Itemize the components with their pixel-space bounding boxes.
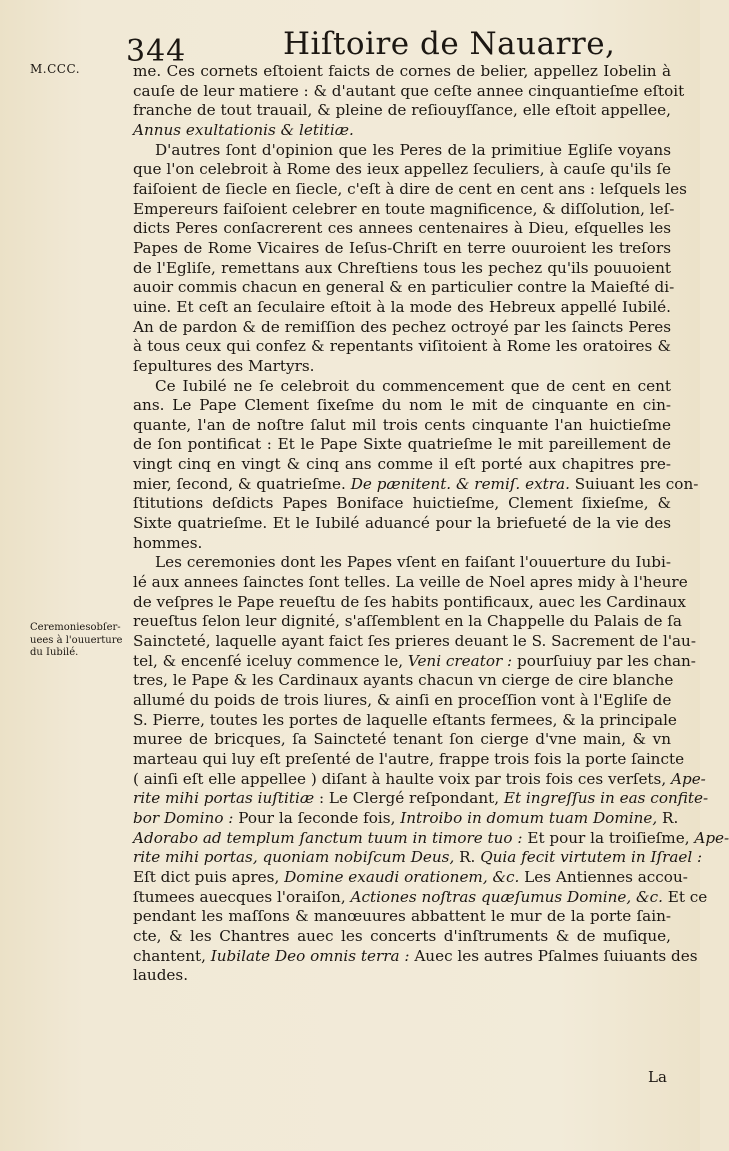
text-run: ſepultures des Martyrs.: [133, 356, 315, 375]
text-run: Auec les autres Pſalmes ſuiuants des: [409, 946, 698, 965]
side-note-line: Ceremoniesobſer-: [30, 622, 121, 633]
latin-citation: Actiones noſtras quæſumus Domine, &c.: [350, 887, 663, 906]
text-line: [133, 907, 671, 927]
text-line: [133, 887, 708, 908]
text-run: pourſuiuy par les chan-: [512, 651, 696, 670]
latin-citation: De pænitent. & remiſ. extra.: [350, 474, 570, 493]
catchword: La: [648, 1068, 667, 1086]
text-run: Suiuant les con-: [569, 474, 699, 493]
text-run: reueſtus ſelon leur dignité, s'aſſemblent en la Chappelle du Palais de ſa: [133, 612, 682, 631]
latin-citation: Ape-: [671, 769, 706, 788]
latin-citation: rite mihi portas iuſtitiæ: [133, 789, 315, 808]
text-run: Et pour la troiſieſme,: [522, 828, 695, 847]
text-line: [133, 62, 671, 82]
text-line: [133, 848, 703, 868]
text-run: de l'Egliſe, remettans aux Chreſtiens tous les pechez qu'ils pouuoient: [133, 258, 671, 277]
text-line: [133, 671, 674, 691]
text-line: [133, 199, 675, 220]
text-line: [133, 337, 671, 357]
text-line: [133, 259, 671, 279]
latin-citation: Adorabo ad templum ſanctum tuum in timore tuo :: [133, 828, 523, 847]
text-run: Saincteté, laquelle ayant faict ſes prieres deuant le S. Sacrement de l'au-: [133, 632, 696, 651]
text-line: [133, 494, 671, 514]
page-number: 344: [126, 34, 187, 69]
text-line: [133, 179, 687, 200]
latin-citation: Quia fecit virtutem in Iſrael :: [480, 848, 703, 867]
text-line: [133, 651, 696, 672]
text-line: [133, 592, 687, 613]
text-run: faiſoient de ſiecle en ſiecle, c'eſt à dire de cent en cent ans : leſquels les: [133, 179, 687, 198]
text-run: auoir commis chacun en general & en particulier contre la Maieſté di-: [133, 278, 675, 297]
margin-side-note: [30, 622, 128, 660]
text-line: [133, 81, 685, 102]
text-run: chantent,: [133, 946, 211, 965]
text-line: [133, 416, 671, 436]
text-line: [133, 160, 671, 180]
text-run: Empereurs faiſoient celebrer en toute magnificence, & diſſolution, leſ-: [133, 199, 675, 218]
text-run: Les Antiennes accou-: [519, 867, 688, 886]
latin-citation: Iubilate Deo omnis terra :: [210, 946, 410, 965]
text-run: ſtumees auecques l'oraiſon,: [133, 887, 351, 906]
text-run: muree de bricques, ſa Saincteté tenant ſon cierge d'vne main, & vn: [133, 730, 671, 749]
text-line: [133, 927, 671, 947]
text-run: de veſpres le Pape reueſtu de ſes habits pontificaux, auec les Cardinaux: [133, 592, 687, 611]
text-run: hommes.: [133, 533, 203, 552]
text-line: [133, 298, 671, 318]
text-run: de ſon pontificat : Et le Pape Sixte quatrieſme le mit pareillement de: [133, 435, 671, 454]
text-line: [133, 514, 671, 534]
text-run: me. Ces cornets eſtoient faicts de cornes de belier, appellez Iobelin à: [133, 62, 671, 80]
text-line: [133, 691, 671, 711]
text-run: marteau qui luy eſt preſenté de l'autre, frappe trois fois la porte ſaincte: [133, 749, 685, 768]
latin-citation: Domine exaudi orationem, &c.: [284, 867, 520, 886]
text-run: D'autres ſont d'opinion que les Peres de la primitiue Egliſe voyans: [155, 140, 671, 159]
latin-citation: Et ingreſſus in eas confite-: [503, 789, 709, 808]
text-line: [133, 474, 699, 495]
text-line: [133, 318, 671, 338]
text-line: [133, 239, 671, 259]
text-run: allumé du poids de trois liures, & ainſi en proceſſion vont à l'Egliſe de: [133, 691, 672, 709]
text-run: S. Pierre, toutes les portes de laquelle eſtants fermees, & la principale: [133, 710, 677, 729]
text-run: Papes de Rome Vicaires de Ieſus-Chriſt en terre ouuroient les treſors: [133, 238, 671, 257]
text-line: [133, 121, 671, 141]
text-line: [133, 710, 677, 731]
text-line: [133, 278, 675, 298]
text-run: laudes.: [133, 966, 189, 985]
latin-citation: Veni creator :: [407, 651, 513, 670]
text-run: tres, le Pape & les Cardinaux ayants chacun vn cierge de cire blanche: [133, 671, 674, 690]
latin-citation: Ape-: [694, 828, 729, 847]
text-line: [133, 141, 671, 161]
latin-citation: Annus exultationis & letitiæ.: [133, 120, 354, 139]
running-title: Hiſtoire de Nauarre,: [283, 26, 616, 62]
text-line: [133, 396, 671, 416]
text-run: cte, & les Chantres auec les concerts d'inſtruments & de muſique,: [133, 926, 671, 945]
text-line: [133, 769, 706, 790]
text-run: ſtitutions deſdicts Papes Boniface huictieſme, Clement ſixieſme, &: [133, 494, 671, 513]
text-run: Sixte quatrieſme. Et le Iubilé aduancé pour la briefueté de la vie des: [133, 514, 671, 533]
text-line: [133, 573, 688, 593]
latin-citation: rite mihi portas, quoniam nobiſcum Deus,: [133, 848, 455, 867]
latin-citation: bor Domino :: [133, 808, 234, 827]
text-line: [133, 219, 671, 239]
text-run: ( ainſi eſt elle appellee ) diſant à haulte voix par trois fois ces verſets,: [133, 769, 671, 788]
text-run: : Le Clergé reſpondant,: [314, 789, 504, 808]
text-line: [133, 435, 671, 455]
text-run: Eſt dict puis apres,: [133, 867, 285, 886]
side-note-line: uees à l'ouuerture: [30, 634, 123, 646]
text-line: [133, 966, 671, 986]
margin-year-note: M.CCC.: [30, 62, 81, 76]
text-run: Et ce: [662, 887, 708, 906]
text-run: que l'on celebroit à Rome des ieux appellez ſeculiers, à cauſe qu'ils ſe: [133, 160, 671, 179]
text-run: pendant les maſſons & manœuures abbattent le mur de la porte ſain-: [133, 907, 671, 926]
text-line: [133, 612, 682, 632]
text-run: ans. Le Pape Clement ſixeſme du nom le mit de cinquante en cin-: [133, 396, 671, 415]
text-run: An de pardon & de remiſſion des pechez octroyé par les ſaincts Peres: [133, 317, 671, 336]
main-text-block: [133, 62, 729, 986]
text-line: [133, 828, 729, 849]
text-run: tel, & encenſé iceluy commence le,: [133, 651, 408, 670]
text-run: Les ceremonies dont les Papes vſent en faiſant l'ouuerture du Iubi-: [155, 553, 671, 572]
text-run: lé aux annees ſainctes ſont telles. La veille de Noel apres midy à l'heure: [133, 573, 688, 592]
text-run: Ce Iubilé ne ſe celebroit du commencement que de cent en cent: [155, 376, 671, 395]
side-note-line: du Iubilé.: [30, 647, 79, 658]
text-line: [133, 867, 688, 888]
text-run: à tous ceux qui confez & repentants viſitoient à Rome les oratoires &: [133, 337, 671, 356]
text-line: [133, 377, 671, 397]
text-line: [133, 749, 685, 770]
text-run: quante, l'an de noſtre ſalut mil trois cents cinquante l'an huictieſme: [133, 415, 671, 434]
text-line: [133, 534, 671, 554]
text-line: [133, 357, 671, 377]
text-run: cauſe de leur matiere : & d'autant que ceſte annee cinquantieſme eſtoit: [133, 81, 685, 100]
text-line: [133, 946, 698, 967]
text-line: [133, 553, 671, 573]
text-line: [133, 632, 696, 652]
latin-citation: Introibo in domum tuam Domine,: [400, 808, 658, 827]
text-run: uine. Et ceſt an ſeculaire eſtoit à la mode des Hebreux appellé Iubilé.: [133, 297, 671, 316]
text-run: R.: [454, 848, 481, 867]
text-run: Pour la ſeconde fois,: [233, 808, 401, 827]
text-run: vingt cinq en vingt & cinq ans comme il eſt porté aux chapitres pre-: [133, 455, 671, 474]
text-line: [133, 730, 671, 750]
text-run: R.: [657, 808, 679, 827]
text-line: [133, 808, 679, 829]
text-line: [133, 455, 671, 475]
text-run: mier, ſecond, & quatrieſme.: [133, 474, 351, 493]
text-run: franche de tout trauail, & pleine de reſiouyſſance, elle eſtoit appellee,: [133, 101, 671, 120]
text-run: dicts Peres conſacrerent ces annees centenaires à Dieu, eſquelles les: [133, 219, 671, 238]
text-line: [133, 101, 671, 121]
text-line: [133, 789, 709, 809]
